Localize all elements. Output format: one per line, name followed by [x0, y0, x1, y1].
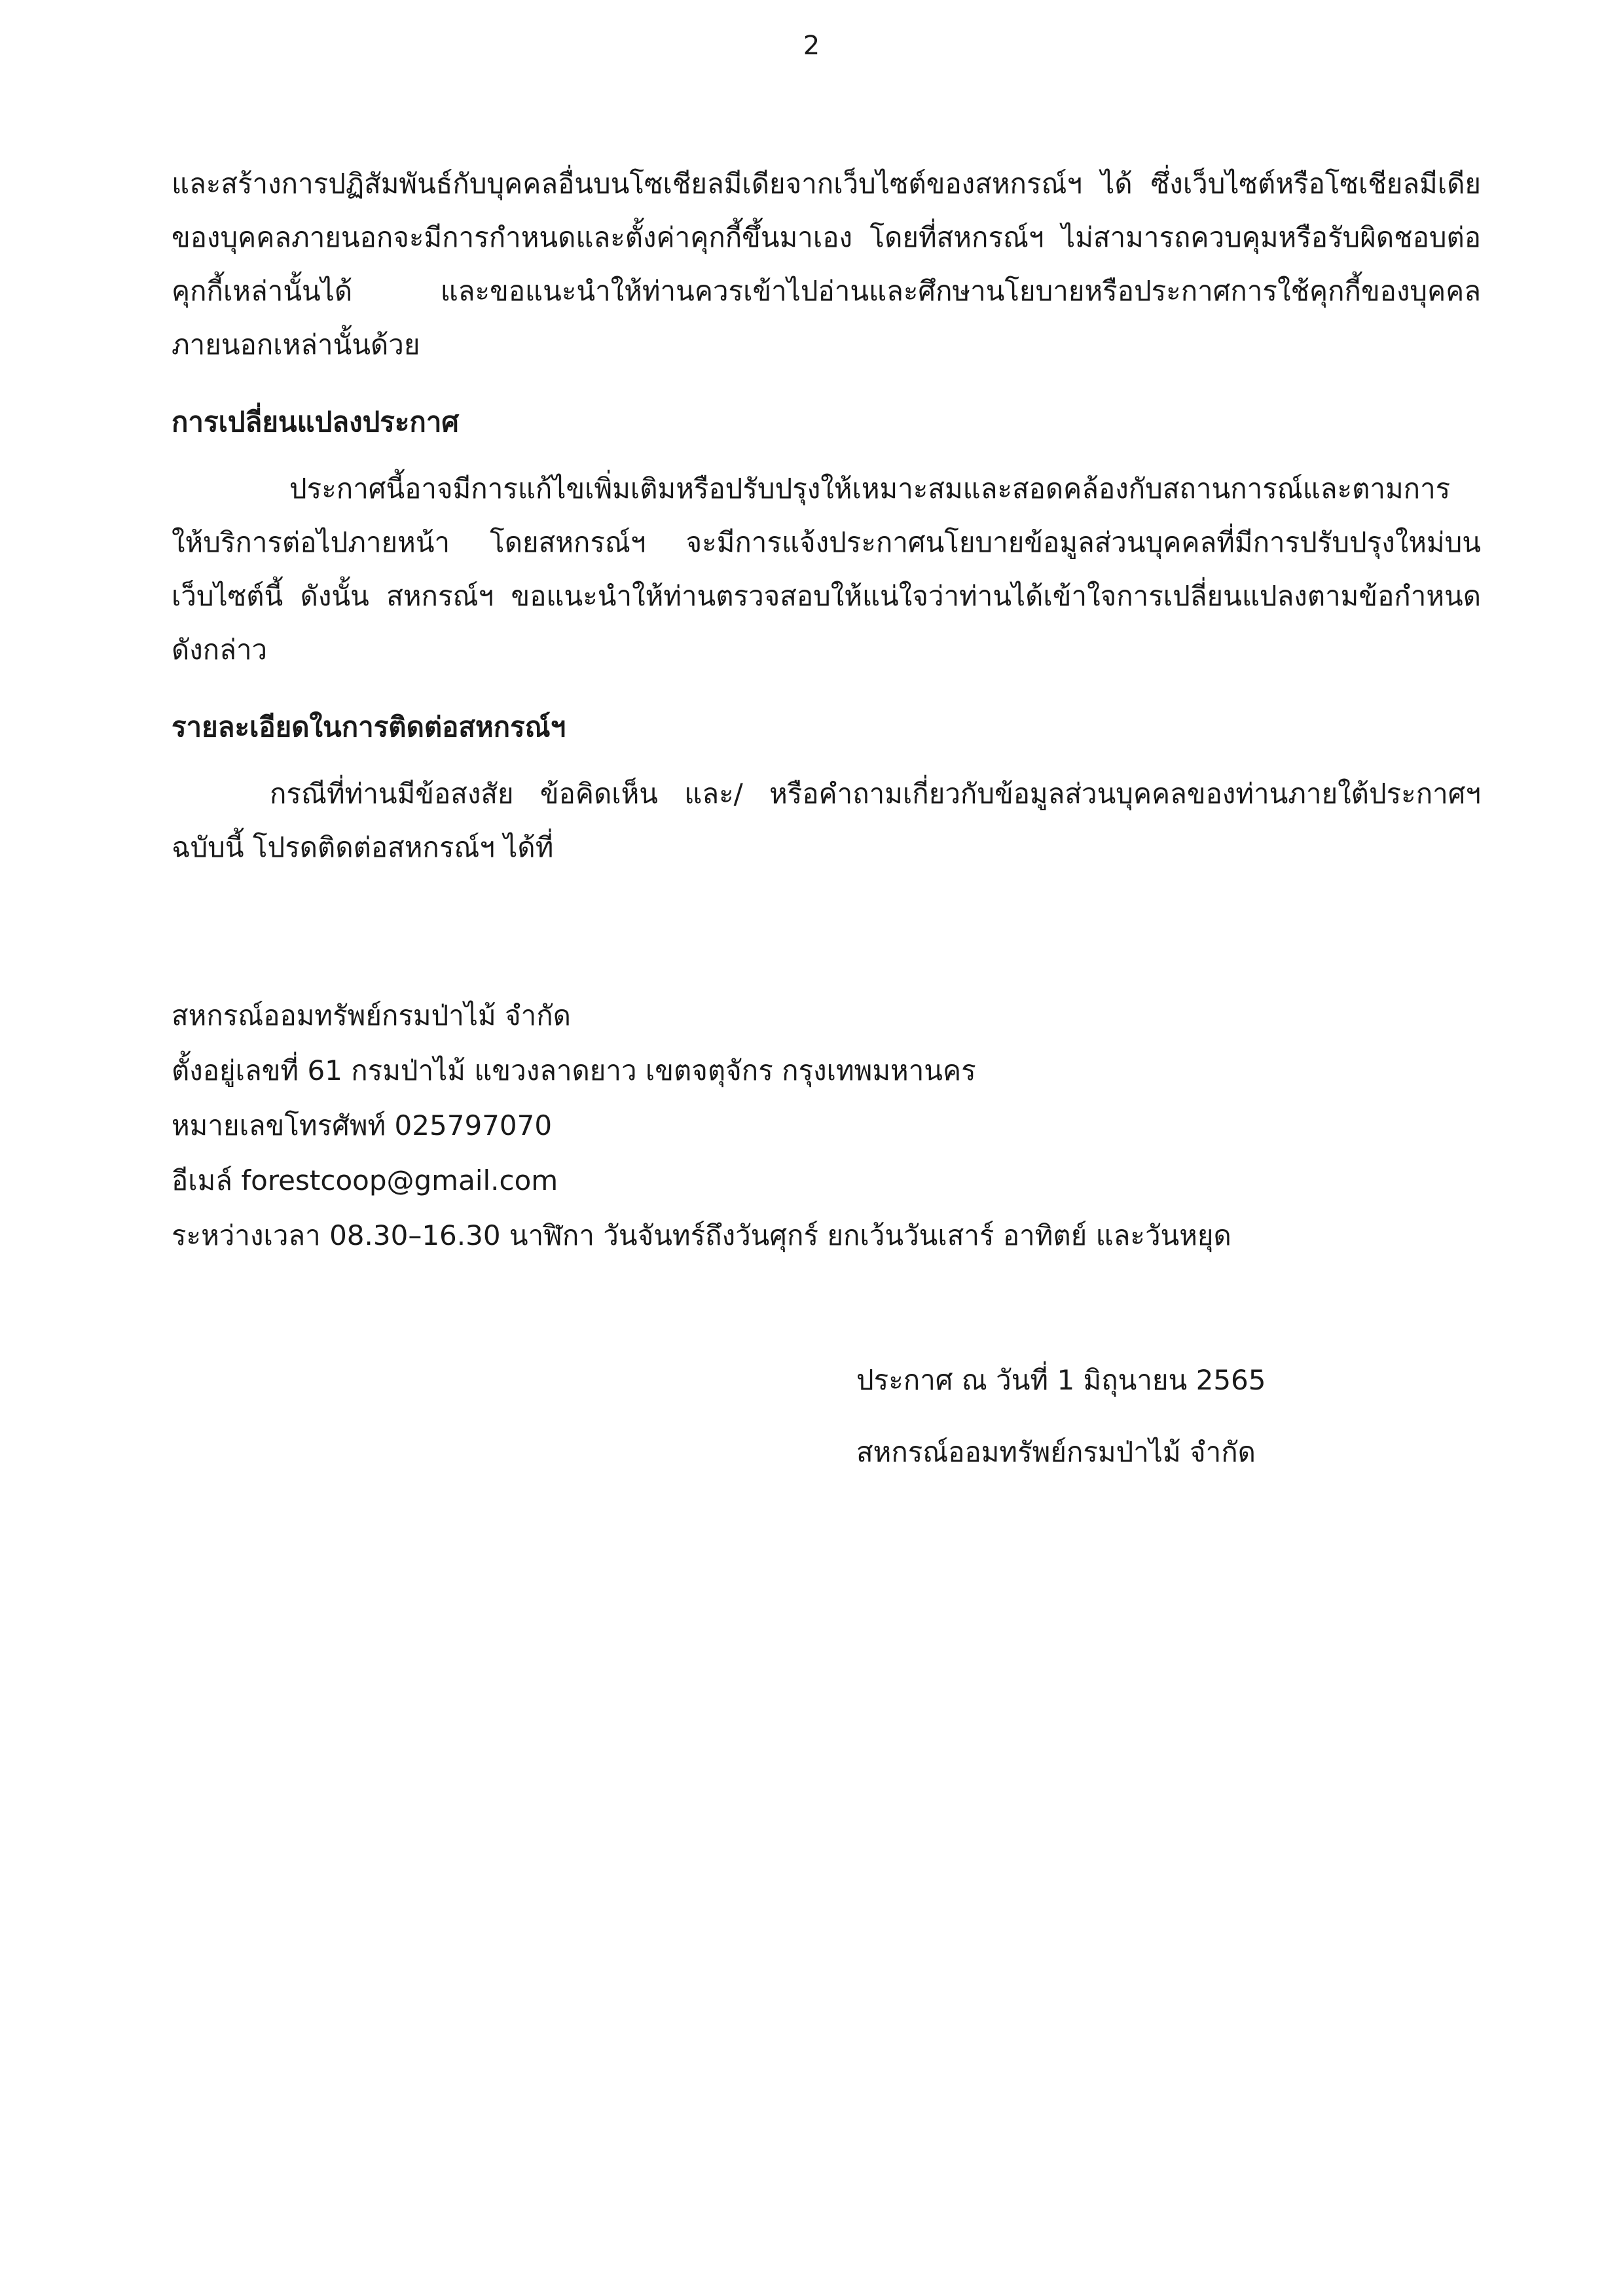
- section-notice-changes: [172, 395, 1481, 677]
- document-body: [172, 157, 1481, 1488]
- page-number: 2: [803, 31, 820, 61]
- announcement-block: [856, 1344, 1481, 1488]
- intro-paragraph: และสร้างการปฏิสัมพันธ์กับบุคคลอื่นบนโซเชียลมีเดียจากเว็บไซต์ของสหกรณ์ฯ ได้ ซึ่งเว็บไซต์หรือโซเชียลมีเดียของบุคคลภายนอกจะมีการกำหนดและตั้งค่าคุกกี้ขึ้นมาเอง โดยที่สหกรณ์ฯ ไม่สามารถควบคุมหรือรับผิดชอบต่อคุกกี้เหล่านั้นได้ และขอแนะนำให้ท่านควรเข้าไปอ่านและศึกษานโยบายหรือประกาศการใช้คุกกี้ของบุคคลภายนอกเหล่านั้นด้วย: [172, 168, 1481, 361]
- contact-phone: หมายเลขโทรศัพท์ 025797070: [172, 1109, 553, 1141]
- contact-hours: ระหว่างเวลา 08.30–16.30 นาฬิกา วันจันทร์ถึงวันศุกร์ ยกเว้นวันเสาร์ อาทิตย์ และวันหยุด: [172, 1219, 1231, 1251]
- section-body: ประกาศนี้อาจมีการแก้ไขเพิ่มเติมหรือปรับปรุงให้เหมาะสมและสอดคล้องกับสถานการณ์และตามการให้บริการต่อไปภายหน้า โดยสหกรณ์ฯ จะมีการแจ้งประกาศนโยบายข้อมูลส่วนบุคคลที่มีการปรับปรุงใหม่บนเว็บไซต์นี้ ดังนั้น สหกรณ์ฯ ขอแนะนำให้ท่านตรวจสอบให้แน่ใจว่าท่านได้เข้าใจการเปลี่ยนแปลงตามข้อกำหนดดังกล่าว: [172, 473, 1481, 666]
- contact-address: ตั้งอยู่เลขที่ 61 กรมป่าไม้ แขวงลาดยาว เขตจตุจักร กรุงเทพมหานคร: [172, 1054, 976, 1086]
- contact-organization: สหกรณ์ออมทรัพย์กรมป่าไม้ จำกัด: [172, 999, 571, 1031]
- contact-block: [172, 988, 1481, 1263]
- announcement-date: ประกาศ ณ วันที่ 1 มิถุนายน 2565: [856, 1364, 1266, 1396]
- section-body: กรณีที่ท่านมีข้อสงสัย ข้อคิดเห็น และ/ หรือคำถามเกี่ยวกับข้อมูลส่วนบุคคลของท่านภายใต้ประกาศฯ ฉบับนี้ โปรดติดต่อสหกรณ์ฯ ได้ที่: [172, 778, 1481, 863]
- contact-email: อีเมล์ forestcoop@gmail.com: [172, 1164, 558, 1196]
- section-heading: การเปลี่ยนแปลงประกาศ: [172, 406, 460, 438]
- section-heading: รายละเอียดในการติดต่อสหกรณ์ฯ: [172, 711, 566, 743]
- announcement-issuer: สหกรณ์ออมทรัพย์กรมป่าไม้ จำกัด: [856, 1436, 1256, 1468]
- section-contact-details: [172, 700, 1481, 874]
